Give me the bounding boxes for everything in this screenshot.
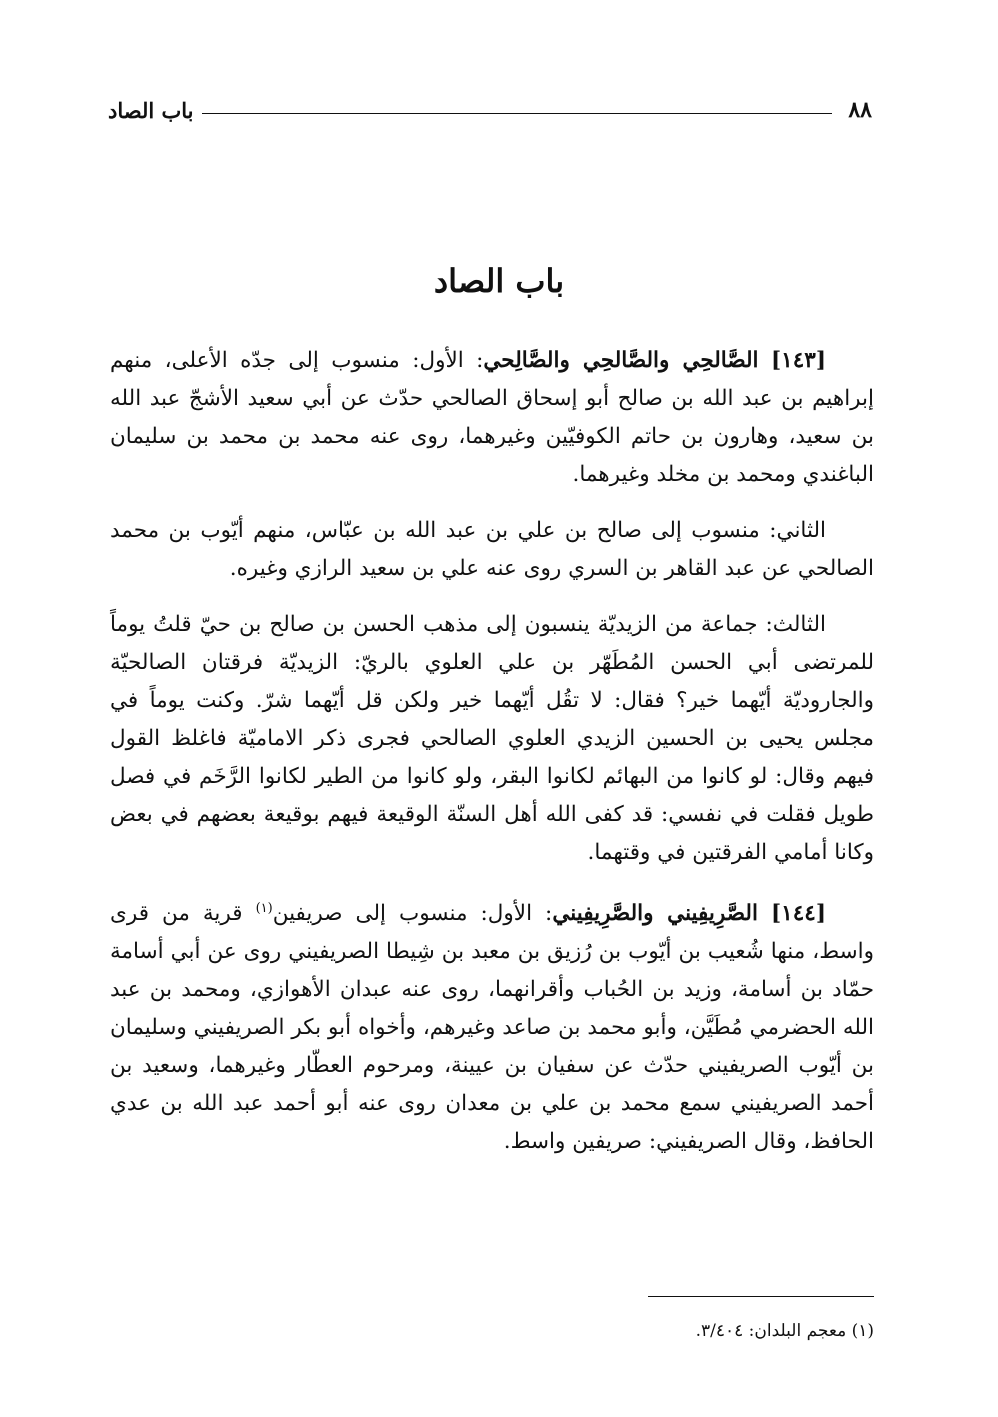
entry-heading: الصَّرِيفِيني والصَّرِيفِيني xyxy=(552,901,758,927)
running-header xyxy=(108,94,872,126)
entry-text-intro: : الأول: منسوب إلى صريفين xyxy=(272,901,553,927)
footnote: (١) معجم البلدان: ٣/٤٠٤. xyxy=(695,1321,874,1341)
chapter-title: باب الصاد xyxy=(433,262,565,300)
page-number: ٨٨ xyxy=(848,97,872,123)
footnote-reference: (١) xyxy=(255,901,273,916)
entry-text: : الأول: منسوب إلى جدّه الأعلى، منهم إبراهيم بن عبد الله بن صالح أبو إسحاق الصالحي حدّث عن أبي سعيد الأشجّ عبد الله بن سعيد، وهارون بن حاتم الكوفيّين وغيرهما، روى عنه محمد بن محمد بن سليمان الباغندي ومحمد بن مخلد وغيرهما. xyxy=(110,348,874,487)
header-rule xyxy=(202,113,833,114)
footnote-rule xyxy=(648,1296,874,1297)
entry-143-paragraph xyxy=(110,342,874,494)
entry-number: [١٤٤] xyxy=(770,901,826,927)
entry-144-paragraph xyxy=(110,890,874,1161)
entry-number: [١٤٣] xyxy=(770,348,826,373)
body-text xyxy=(110,342,874,1179)
running-title: باب الصاد xyxy=(108,97,194,123)
entry-143-second-paragraph xyxy=(110,512,874,588)
entry-heading: الصَّالحِي والصَّالحِي والصَّالِحي xyxy=(483,348,759,373)
paragraph-text: الثالث: جماعة من الزيديّة ينسبون إلى مذهب الحسن بن صالح بن حيّ قلتُ يوماً للمرتضى أبي الحسن المُطَهّر بن علي العلوي بالريّ: الزيديّة فرقتان الصالحيّة والجاروديّة أيّهما خير؟ فقال: لا تقُل أيّهما خير ولكن قل أيّهما شرّ. وكنت يوماً في مجلس يحيى بن الحسين الزيدي العلوي الصالحي فجرى ذكر الاماميّة فاغلظ القول فيهم وقال: لو كانوا من البهائم لكانوا البقر، ولو كانوا من الطير لكانوا الرَّخَم في فصل طويل فقلت في نفسي: قد كفى الله أهل السنّة الوقيعة فيهم بوقيعة بعضهم في بعض وكانا أمامي الفرقتين في وقتهما. xyxy=(110,612,874,865)
entry-143-third-paragraph xyxy=(110,606,874,872)
paragraph-text: الثاني: منسوب إلى صالح بن علي بن عبد الله بن عبّاس، منهم أيّوب بن محمد الصالحي عن عبد القاهر بن السري روى عنه علي بن سعيد الرازي وغيره. xyxy=(110,518,874,581)
entry-text: قرية من قرى واسط، منها شُعيب بن أيّوب بن رُزيق بن معبد بن شِيطا الصريفيني روى عن أبي أسامة حمّاد بن أسامة، وزيد بن الحُباب وأقرانهما، روى عنه عبدان الأهوازي، ومحمد بن عبد الله الحضرمي مُطَيَّن، وأبو محمد بن صاعد وغيرهم، وأخواه أبو بكر الصريفيني وسليمان بن أيّوب الصريفيني حدّث عن سفيان بن عيينة، ومرحوم العطّار وغيرهما، وسعيد بن أحمد الصريفيني سمع محمد بن علي بن معدان روى عنه أبو أحمد عبد الله بن عدي الحافظ، وقال الصريفيني: صريفين واسط. xyxy=(110,901,874,1155)
